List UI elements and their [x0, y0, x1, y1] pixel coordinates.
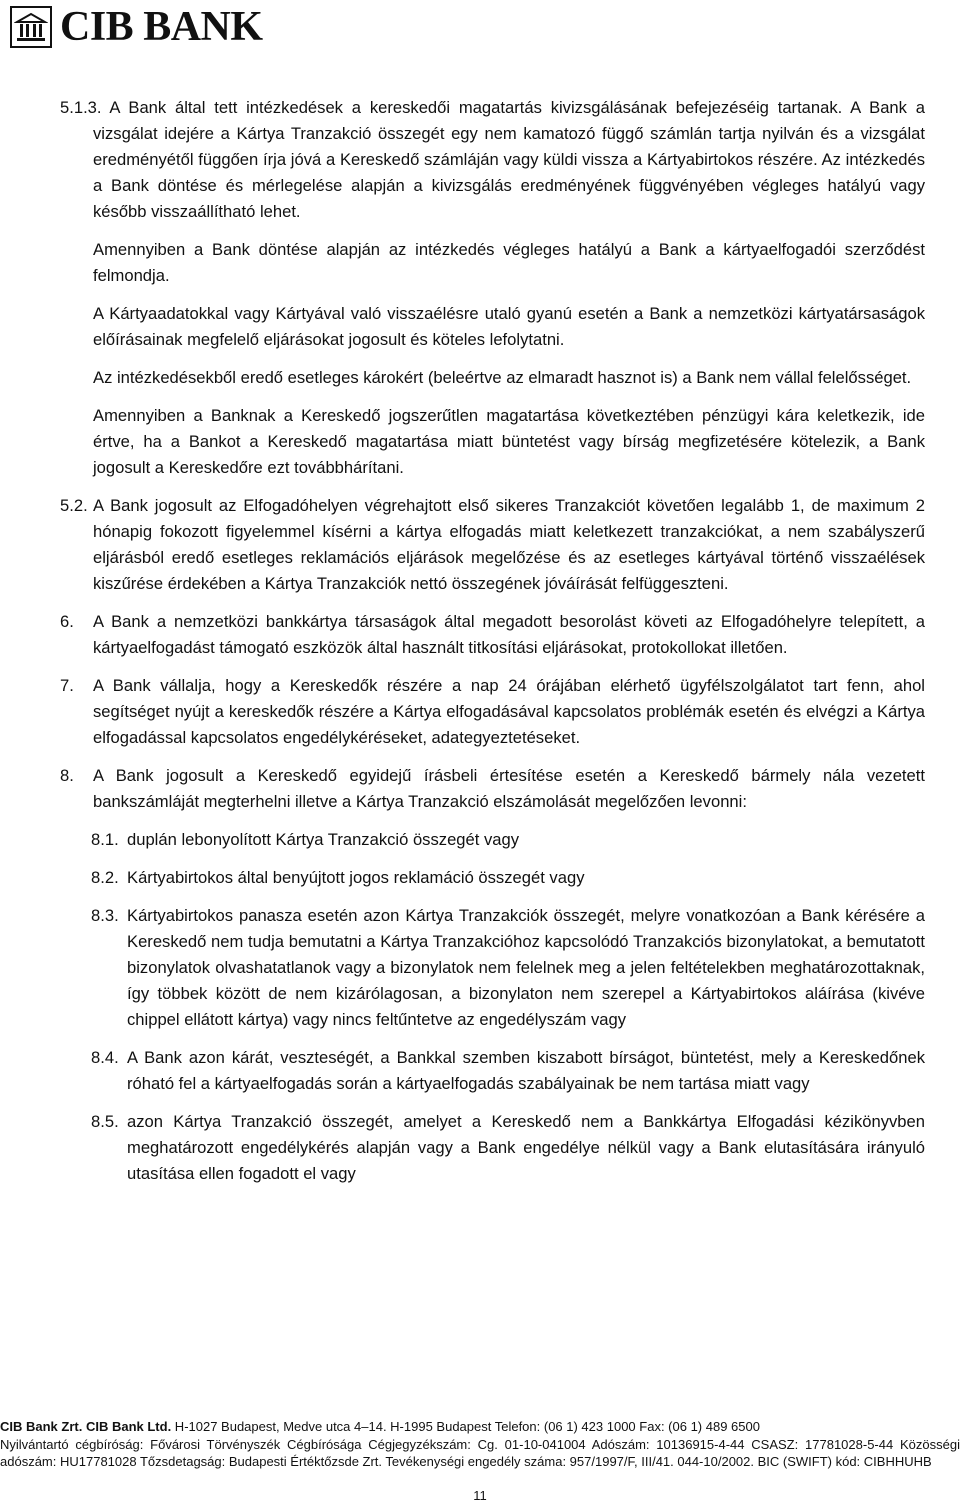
sub-item-text: duplán lebonyolított Kártya Tranzakció összegét vagy — [127, 830, 520, 849]
sub-item-number: 8.1. — [91, 830, 119, 849]
numbered-paragraph — [60, 493, 925, 597]
paragraph-text-block — [93, 365, 925, 391]
paragraph-number: 8. — [60, 766, 74, 785]
paragraph-text-block — [93, 403, 925, 481]
bank-building-icon — [10, 6, 52, 48]
sub-item-number: 8.2. — [91, 868, 119, 887]
paragraph-text: A Kártyaadatokkal vagy Kártyával való visszaélésre utaló gyanú esetén a Bank a nemzetközi kártyatársaságok előírásainak megfelelő eljárásokat jogosult és köteles lefolytatni. — [93, 304, 925, 349]
paragraph-number: 6. — [60, 612, 74, 631]
paragraph-text: A Bank a nemzetközi bankkártya társaságok által megadott besorolást követi az Elfogadóhelyre telepített, a kártyaelfogadást támogató eszközök által használt titkosítási eljárásokat, protokollokat illetően. — [93, 612, 925, 657]
paragraph-number: 5.2. — [60, 496, 88, 515]
numbered-paragraph — [60, 609, 925, 661]
sub-item — [91, 903, 925, 1033]
sub-item-number: 8.4. — [91, 1048, 119, 1067]
bank-logo-text: CIB BANK — [60, 4, 263, 50]
sub-item — [91, 827, 925, 853]
paragraph-text: 5.1.3. A Bank által tett intézkedések a kereskedői magatartás kivizsgálásának befejezéséig tartanak. A Bank a vizsgálat idejére a Kártya Tranzakció összegét egy nem kamatozó függő számlán tartja nyilván és a vizsgálat eredményétől függően írja jóvá a Kereskedő számláján vagy küldi vissza a Kártyabirtokos részére. Az intézkedés a Bank döntése és mérlegelése alapján a kivizsgálás eredményének függvényében végleges hatályú vagy később visszaállítható lehet. — [60, 98, 925, 221]
document-body — [0, 95, 960, 1199]
sub-item — [91, 1045, 925, 1097]
paragraph-text: A Bank jogosult a Kereskedő egyidejű írásbeli értesítése esetén a Kereskedő bármely nála vezetett bankszámláját megterhelni illetve a Kártya Tranzakció elszámolását megelőzően levonni: — [93, 766, 925, 811]
footer-registration-info: Nyilvántartó cégbíróság: Fővárosi Törvényszék Cégbírósága Cégjegyzékszám: Cg. 01-10-041004 Adószám: 10136915-4-44 CSASZ: 17781028-5-44 Közösségi adószám: HU17781028 Tőzsdetagság: Budapesti Értéktőzsde Zrt. Tevékenységi engedély száma: 957/1997/F, III/41. 044-10/2002. BIC (SWIFT) kód: CIBHHUHB — [0, 1436, 960, 1469]
paragraph-5-1-3 — [60, 95, 925, 225]
paragraph-text-block — [93, 237, 925, 289]
page-footer — [0, 1418, 960, 1471]
paragraph-text-block — [93, 301, 925, 353]
numbered-paragraph — [60, 673, 925, 751]
sub-item-text: A Bank azon kárát, veszteségét, a Bankkal szemben kiszabott bírságot, büntetést, mely a Kereskedőnek róható fel a kártyaelfogadás során a kártyaelfogadás szabályainak be nem tartása miatt vagy — [127, 1048, 925, 1093]
sub-item-number: 8.5. — [91, 1112, 119, 1131]
sub-item-text: azon Kártya Tranzakció összegét, amelyet a Kereskedő nem a Bankkártya Elfogadási kézikönyvben meghatározott engedélykérés alapján vagy a Bank engedélye nélkül vagy a Bank elutasítására irányuló utasítása ellen fogadott el vagy — [127, 1112, 925, 1183]
paragraph-text: Amennyiben a Banknak a Kereskedő jogszerűtlen magatartása következtében pénzügyi kára keletkezik, ide értve, ha a Bankot a Kereskedő magatartása miatt büntetést vagy bírság megfizetésére kötelezik, a Bank jogosult a Kereskedőre ezt továbbhárítani. — [93, 406, 925, 477]
paragraph-text: Amennyiben a Bank döntése alapján az intézkedés végleges hatályú a Bank a kártyaelfogadói szerződést felmondja. — [93, 240, 925, 285]
paragraph-text: A Bank vállalja, hogy a Kereskedők részére a nap 24 órájában elérhető ügyfélszolgálatot tart fenn, ahol segítséget nyújt a kereskedők részére a Kártya elfogadásával kapcsolatos problémák esetén és elvégzi a Kártya elfogadással kapcsolatos engedélykéréseket, adategyeztetéseket. — [93, 676, 925, 747]
sub-item-number: 8.3. — [91, 906, 119, 925]
footer-line-1 — [0, 1418, 960, 1436]
letterhead — [10, 4, 263, 50]
page-number: 11 — [473, 1488, 487, 1503]
paragraph-number: 7. — [60, 676, 74, 695]
footer-company-name: CIB Bank Zrt. CIB Bank Ltd. — [0, 1419, 172, 1434]
numbered-paragraph — [60, 763, 925, 815]
footer-address: H-1027 Budapest, Medve utca 4–14. H-1995 Budapest Telefon: (06 1) 423 1000 Fax: (06 1) 489 6500 — [171, 1419, 760, 1434]
sub-item — [91, 1109, 925, 1187]
sub-item-text: Kártyabirtokos panasza esetén azon Kártya Tranzakciók összegét, melyre vonatkozóan a Bank kérésére a Kereskedő nem tudja bemutatni a Kártya Tranzakcióhoz kapcsolódó Tranzakciós bizonylatokat, a bemutatott bizonylatok olvashatatlanok vagy a bizonylatok nem felelnek meg a jelen feltételekben meghatározottaknak, így többek között de nem kizárólagosan, a bizonylaton nem szerepel a Kártyabirtokos aláírása (kivéve chippel ellátott kártya) vagy nincs feltűntetve az engedélyszám vagy — [127, 906, 925, 1029]
sub-item-text: Kártyabirtokos által benyújtott jogos reklamáció összegét vagy — [127, 868, 585, 887]
sub-item — [91, 865, 925, 891]
paragraph-text: Az intézkedésekből eredő esetleges károkért (beleértve az elmaradt hasznot is) a Bank nem vállal felelősséget. — [93, 368, 912, 387]
paragraph-text: A Bank jogosult az Elfogadóhelyen végrehajtott első sikeres Tranzakciót követően legalább 1, de maximum 2 hónapig fokozott figyelemmel kísérni a kártya elfogadás miatt keletkezett tranzakciókat, a nem szabályszerű eljárásból eredő esetleges reklamációs eljárások megelőzése és az esetleges kártyával történő visszaélések kiszűrése érdekében a Kártya Tranzakciók nettó összegének jóváírását felfüggeszteni. — [93, 496, 925, 593]
